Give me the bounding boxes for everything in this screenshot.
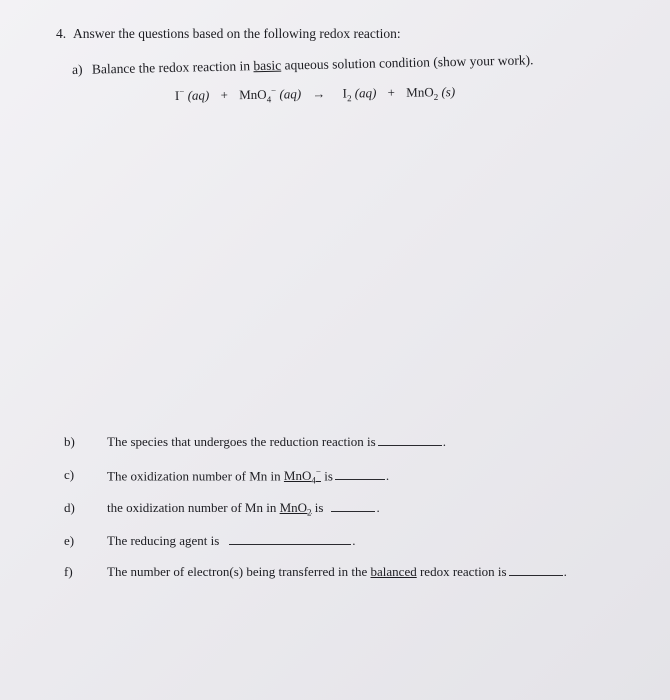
plus-sign: + [220, 87, 229, 103]
part-f-label: f) [64, 564, 73, 579]
part-d-formula: MnO$_2$ [279, 500, 312, 518]
part-f-answer-blank[interactable] [509, 574, 563, 576]
plus-sign: + [387, 85, 396, 101]
part-c-answer-blank[interactable] [335, 478, 385, 480]
part-d-text-before: the oxidization number of Mn in [107, 500, 280, 515]
part-c-formula: MnO$_4$− [283, 467, 321, 486]
part-b: b) The species that undergoes the reduction reaction is . [64, 434, 446, 449]
part-d-label: d) [64, 500, 75, 515]
part-d-answer-blank[interactable] [331, 510, 375, 512]
question-prompt: Answer the questions based on the following redox reaction: [73, 26, 401, 41]
part-c-text-after: is [320, 468, 333, 484]
part-e-answer-blank[interactable] [229, 543, 351, 545]
part-b-label: b) [64, 434, 75, 449]
part-a-label: a) [71, 61, 83, 77]
product-manganese-dioxide: MnO$_2$ (s) [406, 84, 456, 103]
part-d: d) the oxidization number of Mn in MnO$_2$ is . [64, 500, 380, 518]
part-d-text-after: is [311, 500, 324, 515]
part-e: e) The reducing agent is . [64, 533, 356, 548]
part-c: c) The oxidization number of Mn in MnO$_4$− is . [64, 467, 390, 486]
reactant-permanganate: MnO$_4$− (aq) [239, 85, 302, 105]
question-number: 4. [56, 26, 67, 41]
part-a-underlined-word: basic [253, 57, 282, 74]
part-f-text-after: redox reaction is [416, 564, 507, 579]
part-b-text: The species that undergoes the reduction reaction is [107, 434, 376, 449]
part-b-answer-blank[interactable] [378, 444, 442, 446]
part-a-text-before: Balance the redox reaction in [91, 58, 254, 77]
part-f-text-before: The number of electron(s) being transferred in the [107, 564, 371, 579]
part-e-label: e) [64, 533, 75, 548]
redox-equation [175, 83, 455, 106]
reactant-iodide: I− (aq) [174, 86, 210, 104]
product-iodine: $I_2$ (aq) [342, 85, 377, 104]
part-c-label: c) [64, 467, 75, 482]
part-c-text-before: The oxidization number of Mn in [107, 468, 284, 484]
part-a-text-after: aqueous solution condition (show your work). [280, 52, 534, 73]
part-a [72, 52, 534, 78]
part-f-underlined-word: balanced [370, 564, 417, 579]
part-e-text: The reducing agent is [107, 533, 220, 548]
reaction-arrow: → [312, 86, 326, 102]
part-f: f) The number of electron(s) being transferred in the balanced redox reaction is . [64, 564, 567, 579]
